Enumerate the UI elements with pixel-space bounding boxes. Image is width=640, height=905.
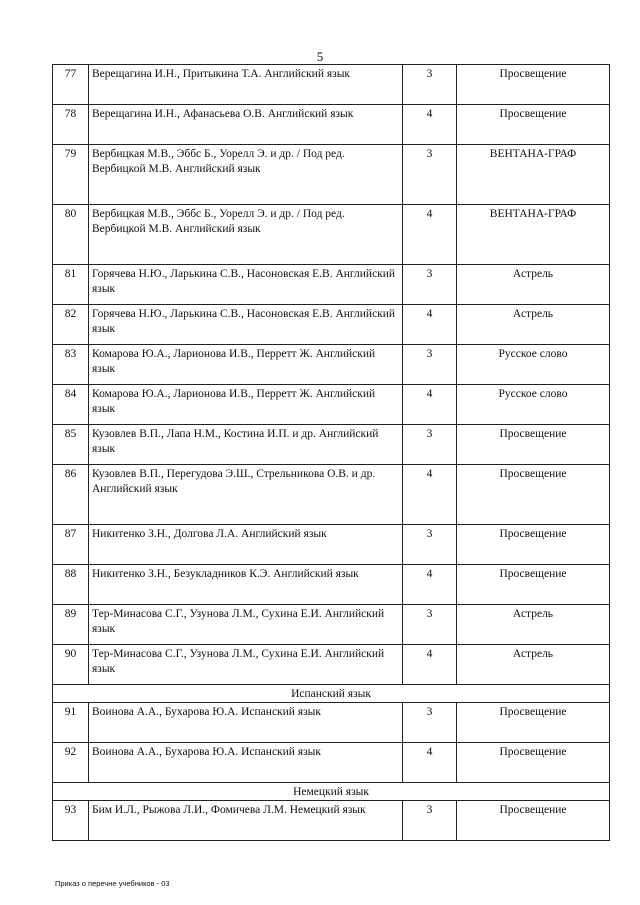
- book-title: Воинова А.А., Бухарова Ю.А. Испанский язык: [89, 703, 403, 743]
- grade-cell: 4: [403, 385, 457, 425]
- grade-cell: 4: [403, 205, 457, 265]
- section-header-row: [53, 685, 610, 703]
- table-row: [53, 605, 610, 645]
- row-number: 78: [53, 105, 89, 145]
- grade-cell: 3: [403, 605, 457, 645]
- table-row: [53, 385, 610, 425]
- grade-cell: 3: [403, 525, 457, 565]
- publisher-cell: Астрель: [457, 305, 610, 345]
- grade-cell: 3: [403, 801, 457, 841]
- table-row: [53, 743, 610, 783]
- table-row: [53, 265, 610, 305]
- row-number: 80: [53, 205, 89, 265]
- page-number: 5: [316, 49, 324, 64]
- row-number: 86: [53, 465, 89, 525]
- table-row: [53, 801, 610, 841]
- publisher-cell: Русское слово: [457, 385, 610, 425]
- book-title: Горячева Н.Ю., Ларькина С.В., Насоновская Е.В. Английский язык: [89, 305, 403, 345]
- grade-cell: 4: [403, 105, 457, 145]
- row-number: 81: [53, 265, 89, 305]
- section-header-row: [53, 783, 610, 801]
- footer-note: Приказ о перечне учебников - 03: [55, 879, 170, 888]
- publisher-cell: Просвещение: [457, 65, 610, 105]
- publisher-cell: Просвещение: [457, 703, 610, 743]
- section-title: Немецкий язык: [53, 783, 610, 801]
- section-title: Испанский язык: [53, 685, 610, 703]
- row-number: 88: [53, 565, 89, 605]
- book-title: Горячева Н.Ю., Ларькина С.В., Насоновская Е.В. Английский язык: [89, 265, 403, 305]
- book-title: Воинова А.А., Бухарова Ю.А. Испанский язык: [89, 743, 403, 783]
- row-number: 90: [53, 645, 89, 685]
- row-number: 79: [53, 145, 89, 205]
- publisher-cell: Астрель: [457, 265, 610, 305]
- grade-cell: 3: [403, 425, 457, 465]
- publisher-cell: Просвещение: [457, 525, 610, 565]
- table-row: [53, 145, 610, 205]
- table-row: [53, 305, 610, 345]
- book-title: Комарова Ю.А., Ларионова И.В., Перретт Ж. Английский язык: [89, 385, 403, 425]
- book-title: Комарова Ю.А., Ларионова И.В., Перретт Ж. Английский язык: [89, 345, 403, 385]
- table-row: [53, 465, 610, 525]
- grade-cell: 3: [403, 65, 457, 105]
- book-title: Кузовлев В.П., Перегудова Э.Ш., Стрельникова О.В. и др. Английский язык: [89, 465, 403, 525]
- book-title: Кузовлев В.П., Лапа Н.М., Костина И.П. и др. Английский язык: [89, 425, 403, 465]
- row-number: 92: [53, 743, 89, 783]
- row-number: 83: [53, 345, 89, 385]
- publisher-cell: Просвещение: [457, 465, 610, 525]
- table-row: [53, 565, 610, 605]
- table-row: [53, 703, 610, 743]
- grade-cell: 4: [403, 645, 457, 685]
- grade-cell: 4: [403, 565, 457, 605]
- book-title: Никитенко З.Н., Безукладников К.Э. Английский язык: [89, 565, 403, 605]
- table-row: [53, 65, 610, 105]
- row-number: 93: [53, 801, 89, 841]
- row-number: 87: [53, 525, 89, 565]
- publisher-cell: Астрель: [457, 645, 610, 685]
- table-row: [53, 425, 610, 465]
- textbook-table: [52, 64, 610, 841]
- book-title: Никитенко З.Н., Долгова Л.А. Английский язык: [89, 525, 403, 565]
- book-title: Вербицкая М.В., Эббс Б., Уорелл Э. и др. / Под ред. Вербицкой М.В. Английский язык: [89, 205, 403, 265]
- table-row: [53, 525, 610, 565]
- book-title: Бим И.Л., Рыжова Л.И., Фомичева Л.М. Немецкий язык: [89, 801, 403, 841]
- row-number: 89: [53, 605, 89, 645]
- book-title: Вербицкая М.В., Эббс Б., Уорелл Э. и др. / Под ред. Вербицкой М.В. Английский язык: [89, 145, 403, 205]
- book-title: Верещагина И.Н., Притыкина Т.А. Английский язык: [89, 65, 403, 105]
- publisher-cell: Астрель: [457, 605, 610, 645]
- book-title: Тер-Минасова С.Г., Узунова Л.М., Сухина Е.И. Английский язык: [89, 605, 403, 645]
- publisher-cell: Просвещение: [457, 425, 610, 465]
- publisher-cell: ВЕНТАНА-ГРАФ: [457, 145, 610, 205]
- grade-cell: 4: [403, 465, 457, 525]
- table-row: [53, 645, 610, 685]
- book-title: Тер-Минасова С.Г., Узунова Л.М., Сухина Е.И. Английский язык: [89, 645, 403, 685]
- table-row: [53, 345, 610, 385]
- table-row: [53, 205, 610, 265]
- row-number: 82: [53, 305, 89, 345]
- publisher-cell: Просвещение: [457, 565, 610, 605]
- publisher-cell: ВЕНТАНА-ГРАФ: [457, 205, 610, 265]
- grade-cell: 3: [403, 265, 457, 305]
- publisher-cell: Просвещение: [457, 801, 610, 841]
- grade-cell: 4: [403, 743, 457, 783]
- row-number: 85: [53, 425, 89, 465]
- table-row: [53, 105, 610, 145]
- row-number: 84: [53, 385, 89, 425]
- grade-cell: 3: [403, 703, 457, 743]
- row-number: 91: [53, 703, 89, 743]
- publisher-cell: Просвещение: [457, 105, 610, 145]
- grade-cell: 3: [403, 345, 457, 385]
- row-number: 77: [53, 65, 89, 105]
- grade-cell: 3: [403, 145, 457, 205]
- grade-cell: 4: [403, 305, 457, 345]
- publisher-cell: Просвещение: [457, 743, 610, 783]
- publisher-cell: Русское слово: [457, 345, 610, 385]
- book-title: Верещагина И.Н., Афанасьева О.В. Английский язык: [89, 105, 403, 145]
